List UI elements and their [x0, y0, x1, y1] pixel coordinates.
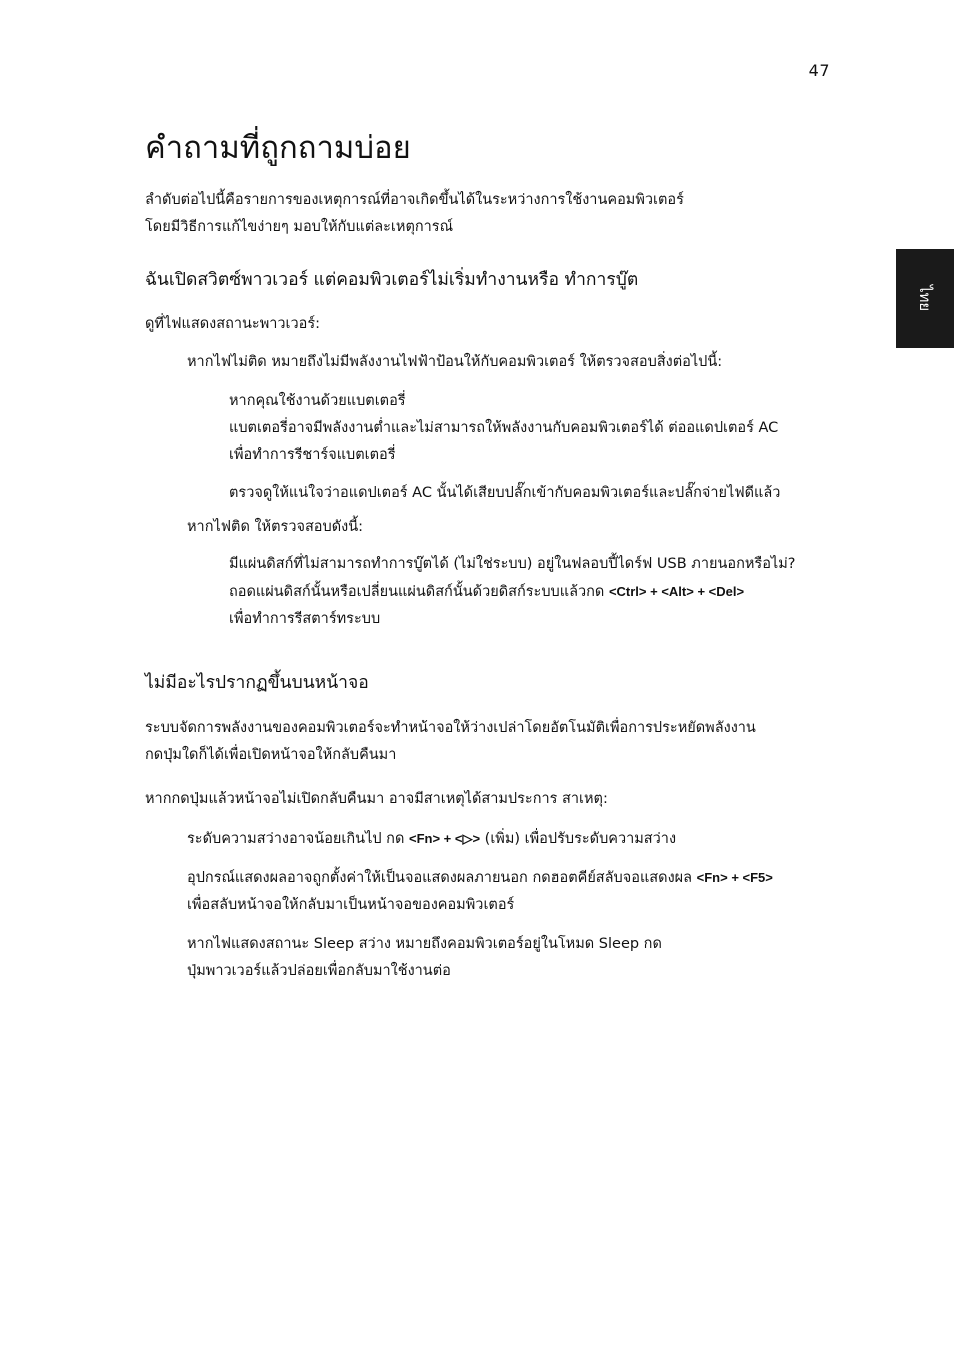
- external-display-tip: [187, 864, 773, 919]
- check-power-led-text: ดูที่ไฟแสดงสถานะพาวเวอร์:: [145, 316, 321, 332]
- led-off-text: หากไฟไม่ติด หมายถึงไม่มีพลังงานไฟฟ้าป้อนให้กับคอมพิวเตอร์ ให้ตรวจสอบสิ่งต่อไปนี้:: [187, 354, 723, 370]
- brightness-tip: [187, 825, 676, 853]
- intro-line: โดยมีวิธีการแก้ไขง่ายๆ มอบให้กับแต่ละเหตุการณ์: [145, 219, 454, 235]
- sleep-tip-line: หากไฟแสดงสถานะ Sleep สว่าง หมายถึงคอมพิวเตอร์อยู่ในโหมด Sleep กด: [187, 936, 662, 952]
- battery-tip: [229, 388, 778, 469]
- section-heading-blank-screen: ไม่มีอะไรปรากฏขึ้นบนหน้าจอ: [145, 673, 369, 693]
- intro-paragraph: [145, 187, 684, 241]
- battery-tip-line: หากคุณใช้งานด้วยแบตเตอรี่: [229, 393, 406, 409]
- sleep-tip: [187, 931, 662, 985]
- power-management-paragraph: [145, 715, 756, 769]
- led-on-text: หากไฟติด ให้ตรวจสอบดังนี้:: [187, 519, 364, 535]
- section-heading-no-boot: ฉันเปิดสวิตซ์พาวเวอร์ แต่คอมพิวเตอร์ไม่เริ่มทำงานหรือ ทำการบู๊ต: [145, 270, 639, 290]
- disk-tip-line: มีแผ่นดิสก์ที่ไม่สามารถทำการบู๊ตได้ (ไม่ใช่ระบบ) อยู่ในฟลอบปี้ไดร์ฟ USB ภายนอกหรือไม่?: [229, 556, 796, 572]
- external-display-line: เพื่อสลับหน้าจอให้กลับมาเป็นหน้าจอของคอมพิวเตอร์: [187, 897, 515, 913]
- brightness-tip-text: (เพิ่ม) เพื่อปรับระดับความสว่าง: [480, 831, 677, 847]
- page-number: 47: [808, 61, 830, 80]
- brightness-tip-text: ระดับความสว่างอาจน้อยเกินไป กด: [187, 831, 409, 847]
- sleep-tip-line: ปุ่มพาวเวอร์แล้วปล่อยเพื่อกลับมาใช้งานต่อ: [187, 963, 451, 979]
- language-tab: [896, 249, 954, 348]
- battery-tip-line: แบตเตอรี่อาจมีพลังงานต่ำและไม่สามารถให้พลังงานกับคอมพิวเตอร์ได้ ต่ออแดปเตอร์ AC: [229, 420, 779, 436]
- disk-tip-text: ถอดแผ่นดิสก์นั้นหรือเปลี่ยนแผ่นดิสก์นั้นด้วยดิสก์ระบบแล้วกด: [229, 584, 609, 600]
- disk-tip-line: [229, 578, 795, 606]
- causes-intro-text: หากกดปุ่มแล้วหน้าจอไม่เปิดกลับคืนมา อาจมีสาเหตุได้สามประการ สาเหตุ:: [145, 791, 608, 807]
- external-display-line: [187, 864, 773, 892]
- brightness-key-combo: <Fn> + <▷>: [408, 831, 481, 846]
- disk-tip: [229, 551, 795, 633]
- restart-key-combo: <Ctrl> + <Alt> + <Del>: [608, 584, 745, 599]
- language-tab-label: ไทย: [916, 285, 934, 312]
- page-title: คำถามที่ถูกถามบ่อย: [145, 130, 411, 166]
- adapter-check-text: ตรวจดูให้แน่ใจว่าอแดปเตอร์ AC นั้นได้เสียบปลั๊กเข้ากับคอมพิวเตอร์และปลั๊กจ่ายไฟดีแล้ว: [229, 485, 781, 501]
- external-display-text: อุปกรณ์แสดงผลอาจถูกตั้งค่าให้เป็นจอแสดงผลภายนอก กดฮอตคีย์สลับจอแสดงผล: [187, 870, 697, 886]
- disk-tip-line: เพื่อทำการรีสตาร์ทระบบ: [229, 611, 381, 627]
- display-switch-key-combo: <Fn> + <F5>: [696, 870, 773, 885]
- power-management-line: กดปุ่มใดก็ได้เพื่อเปิดหน้าจอให้กลับคืนมา: [145, 747, 397, 763]
- power-management-line: ระบบจัดการพลังงานของคอมพิวเตอร์จะทำหน้าจอให้ว่างเปล่าโดยอัตโนมัติเพื่อการประหยัดพลังงาน: [145, 720, 756, 736]
- intro-line: ลำดับต่อไปนี้คือรายการของเหตุการณ์ที่อาจเกิดขึ้นได้ในระหว่างการใช้งานคอมพิวเตอร์: [145, 192, 684, 208]
- battery-tip-line: เพื่อทำการรีชาร์จแบตเตอรี่: [229, 447, 396, 463]
